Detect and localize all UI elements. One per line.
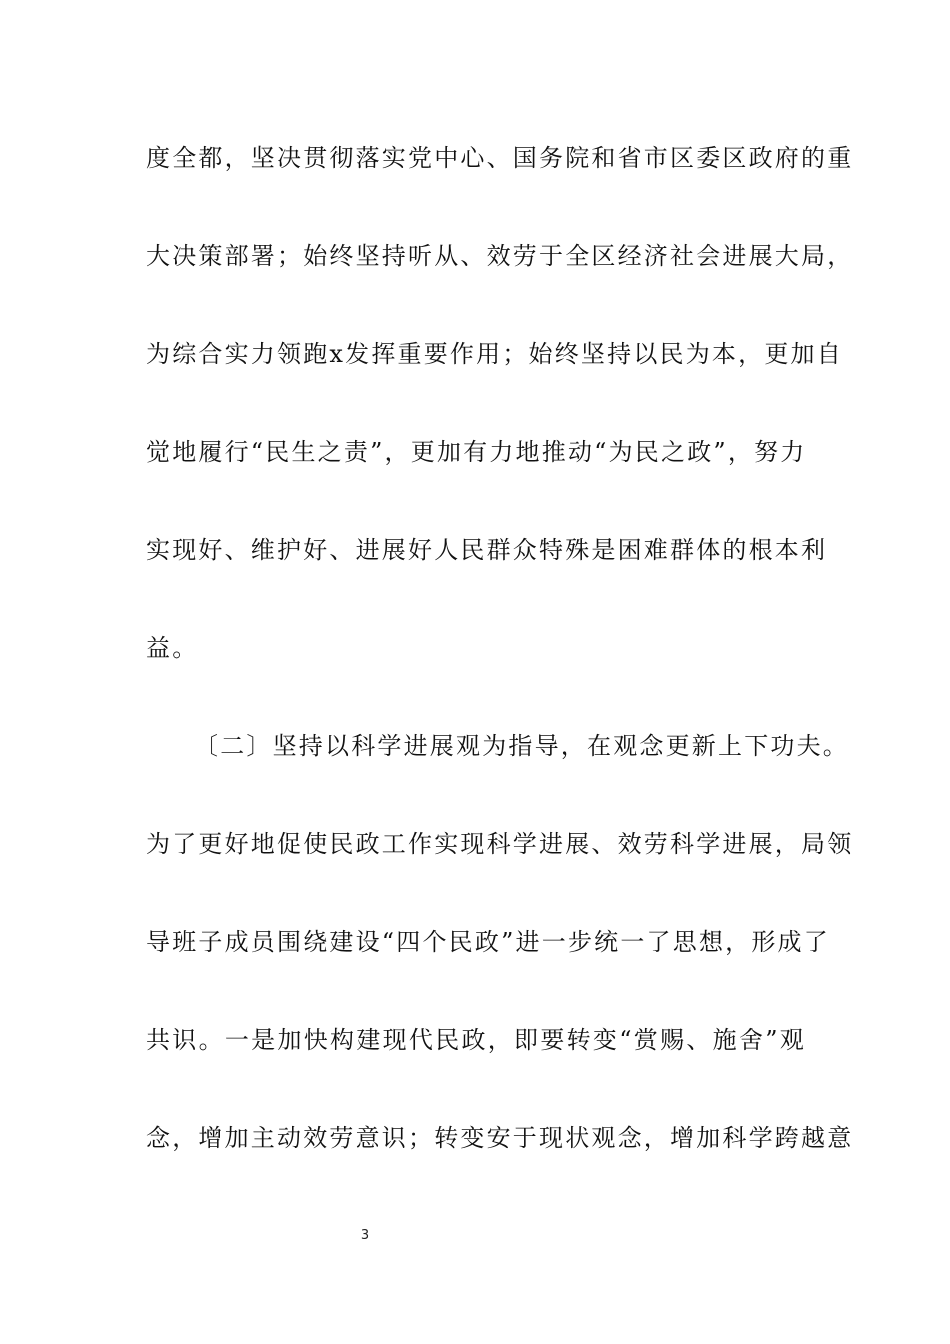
body-text-line: 念，增加主动效劳意识；转变安于现状观念，增加科学跨越意 bbox=[146, 1124, 854, 1152]
page-number: 3 bbox=[360, 1228, 370, 1243]
body-text-line: 实现好、维护好、进展好人民群众特殊是困难群体的根本利 bbox=[146, 536, 828, 564]
body-text-line: 为综合实力领跑x发挥重要作用；始终坚持以民为本，更加自 bbox=[146, 340, 843, 368]
body-text-line: 大决策部署；始终坚持听从、效劳于全区经济社会进展大局， bbox=[146, 242, 854, 270]
section-heading: 〔二〕坚持以科学进展观为指导，在观念更新上下功夫。 bbox=[194, 732, 849, 760]
body-text-line: 导班子成员围绕建设“四个民政”进一步统一了思想，形成了 bbox=[146, 928, 830, 956]
body-text-line: 觉地履行“民生之责”，更加有力地推动“为民之政”，努力 bbox=[146, 438, 807, 466]
body-text-line: 为了更好地促使民政工作实现科学进展、效劳科学进展，局领 bbox=[146, 830, 854, 858]
body-text-line: 共识。一是加快构建现代民政，即要转变“赏赐、施舍”观 bbox=[146, 1026, 806, 1054]
body-text-line: 度全都，坚决贯彻落实党中心、国务院和省市区委区政府的重 bbox=[146, 144, 854, 172]
body-text-line: 益。 bbox=[146, 634, 199, 662]
